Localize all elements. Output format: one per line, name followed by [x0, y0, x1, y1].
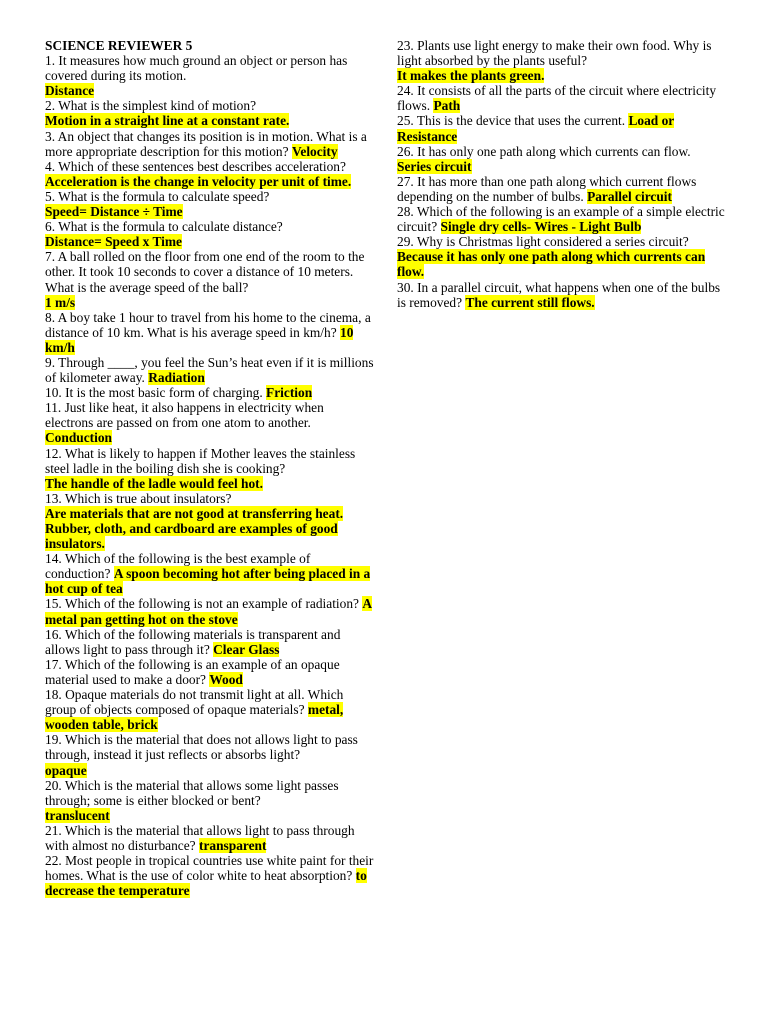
- question-text: 6. What is the formula to calculate distance?: [45, 219, 283, 235]
- highlighted-answer: Motion in a straight line at a constant rate.: [45, 113, 290, 129]
- highlighted-answer: Acceleration is the change in velocity per unit of time.: [45, 173, 352, 189]
- question-item: [45, 400, 375, 445]
- question-text: 13. Which is true about insulators?: [45, 490, 232, 506]
- highlighted-answer: translucent: [45, 807, 110, 823]
- highlighted-answer: It makes the plants green.: [397, 68, 545, 84]
- question-text: 23. Plants use light energy to make their own food. Why is light absorbed by the plants useful?: [397, 38, 712, 69]
- question-item: [45, 596, 375, 626]
- highlighted-answer: Parallel circuit: [587, 188, 672, 204]
- question-item: [397, 144, 727, 174]
- question-item: [45, 310, 375, 355]
- left-column: [45, 38, 375, 898]
- question-item: [45, 687, 375, 732]
- highlighted-answer: Conduction: [45, 430, 112, 446]
- question-item: [45, 657, 375, 687]
- highlighted-answer: Wood: [209, 671, 243, 687]
- question-item: [45, 98, 375, 128]
- question-item: [45, 551, 375, 596]
- question-text: 3. An object that changes its position is in motion. What is a more appropriate description for this motion?: [45, 128, 367, 159]
- question-text: 28. Which of the following is an example of a simple electric circuit?: [397, 204, 725, 235]
- question-text: 22. Most people in tropical countries use white paint for their homes. What is the use of color white to heat absorption?: [45, 853, 374, 884]
- question-item: [45, 355, 375, 385]
- highlighted-answer: A metal pan getting hot on the stove: [45, 596, 373, 627]
- question-text: 7. A ball rolled on the floor from one end of the room to the other. It took 10 seconds to cover a distance of 10 meters. What is the average speed of the ball?: [45, 249, 365, 295]
- highlighted-answer: to decrease the temperature: [45, 868, 367, 899]
- left-question-list: [45, 53, 375, 898]
- question-item: [397, 38, 727, 83]
- highlighted-answer: The handle of the ladle would feel hot.: [45, 475, 263, 491]
- question-item: [397, 113, 727, 143]
- question-text: 9. Through ____, you feel the Sun’s heat even if it is millions of kilometer away.: [45, 354, 374, 386]
- question-text: 29. Why is Christmas light considered a series circuit?: [397, 234, 689, 250]
- highlighted-answer: Radiation: [148, 370, 205, 386]
- question-text: 12. What is likely to happen if Mother leaves the stainless steel ladle in the boiling dish she is cooking?: [45, 445, 356, 476]
- highlighted-answer: Speed= Distance ÷ Time: [45, 204, 183, 220]
- question-item: [45, 189, 375, 219]
- highlighted-answer: Distance: [45, 83, 95, 99]
- highlighted-answer: Single dry cells- Wires - Light Bulb: [440, 219, 642, 235]
- question-text: 8. A boy take 1 hour to travel from his home to the cinema, a distance of 10 km. What is his average speed in km/h?: [45, 309, 371, 340]
- question-text: 15. Which of the following is not an example of radiation?: [45, 596, 359, 612]
- question-text: 5. What is the formula to calculate speed?: [45, 188, 270, 204]
- question-text: 21. Which is the material that allows light to pass through with almost no disturbance?: [45, 822, 355, 853]
- question-item: [45, 385, 375, 400]
- question-item: [45, 159, 375, 189]
- question-text: 17. Which of the following is an example of an opaque material used to make a door?: [45, 656, 340, 687]
- question-item: [45, 732, 375, 777]
- question-text: 26. It has only one path along which currents can flow.: [397, 143, 691, 159]
- question-item: [397, 280, 727, 310]
- highlighted-answer: metal, wooden table, brick: [45, 702, 344, 733]
- question-text: 24. It consists of all the parts of the circuit where electricity flows.: [397, 83, 717, 114]
- highlighted-answer: opaque: [45, 762, 87, 778]
- highlighted-answer: Series circuit: [397, 158, 472, 174]
- highlighted-answer: The current still flows.: [465, 294, 595, 310]
- question-item: [45, 446, 375, 491]
- question-text: 14. Which of the following is the best example of conduction?: [45, 551, 311, 582]
- highlighted-answer: 10 km/h: [45, 324, 354, 355]
- highlighted-answer: Rubber, cloth, and cardboard are examples of good insulators.: [45, 521, 338, 552]
- question-text: 2. What is the simplest kind of motion?: [45, 98, 257, 114]
- question-item: [45, 853, 375, 898]
- question-text: 18. Opaque materials do not transmit light at all. Which group of objects composed of opaque materials?: [45, 687, 344, 718]
- highlighted-answer: A spoon becoming hot after being placed in a hot cup of tea: [45, 566, 371, 597]
- question-item: [397, 204, 727, 234]
- question-text: 27. It has more than one path along which current flows depending on the number of bulbs.: [397, 173, 697, 204]
- question-item: [45, 129, 375, 159]
- question-item: [45, 823, 375, 853]
- question-item: [45, 491, 375, 551]
- question-item: [45, 53, 375, 98]
- document-title: SCIENCE REVIEWER 5: [45, 38, 193, 53]
- question-item: [397, 174, 727, 204]
- question-item: [397, 83, 727, 113]
- question-item: [45, 627, 375, 657]
- highlighted-answer: Are materials that are not good at transferring heat.: [45, 505, 344, 521]
- highlighted-answer: Distance= Speed x Time: [45, 234, 182, 250]
- question-item: [45, 778, 375, 823]
- question-text: 30. In a parallel circuit, what happens when one of the bulbs is removed?: [397, 279, 721, 310]
- question-text: 4. Which of these sentences best describes acceleration?: [45, 158, 346, 174]
- highlighted-answer: Friction: [266, 385, 313, 401]
- question-text: 11. Just like heat, it also happens in electricity when electrons are passed on from one atom to another.: [45, 400, 324, 431]
- highlighted-answer: Because it has only one path along which currents can flow.: [397, 249, 706, 280]
- question-text: 25. This is the device that uses the current.: [397, 113, 626, 129]
- question-text: 20. Which is the material that allows some light passes through; some is either blocked or bent?: [45, 777, 339, 808]
- highlighted-answer: Velocity: [291, 143, 338, 159]
- highlighted-answer: 1 m/s: [45, 294, 76, 310]
- highlighted-answer: Load or Resistance: [397, 113, 675, 144]
- question-item: [397, 234, 727, 279]
- question-item: [45, 219, 375, 249]
- question-text: 10. It is the most basic form of charging.: [45, 385, 263, 401]
- question-text: 19. Which is the material that does not allows light to pass through, instead it just reflects or absorbs light?: [45, 732, 358, 763]
- question-item: [45, 249, 375, 309]
- question-text: 1. It measures how much ground an object or person has covered during its motion.: [45, 53, 348, 84]
- right-column: [397, 38, 727, 310]
- highlighted-answer: transparent: [198, 837, 267, 853]
- highlighted-answer: Path: [433, 98, 461, 114]
- right-question-list: [397, 38, 727, 310]
- highlighted-answer: Clear Glass: [213, 641, 280, 657]
- question-text: 16. Which of the following materials is transparent and allows light to pass through it?: [45, 626, 341, 657]
